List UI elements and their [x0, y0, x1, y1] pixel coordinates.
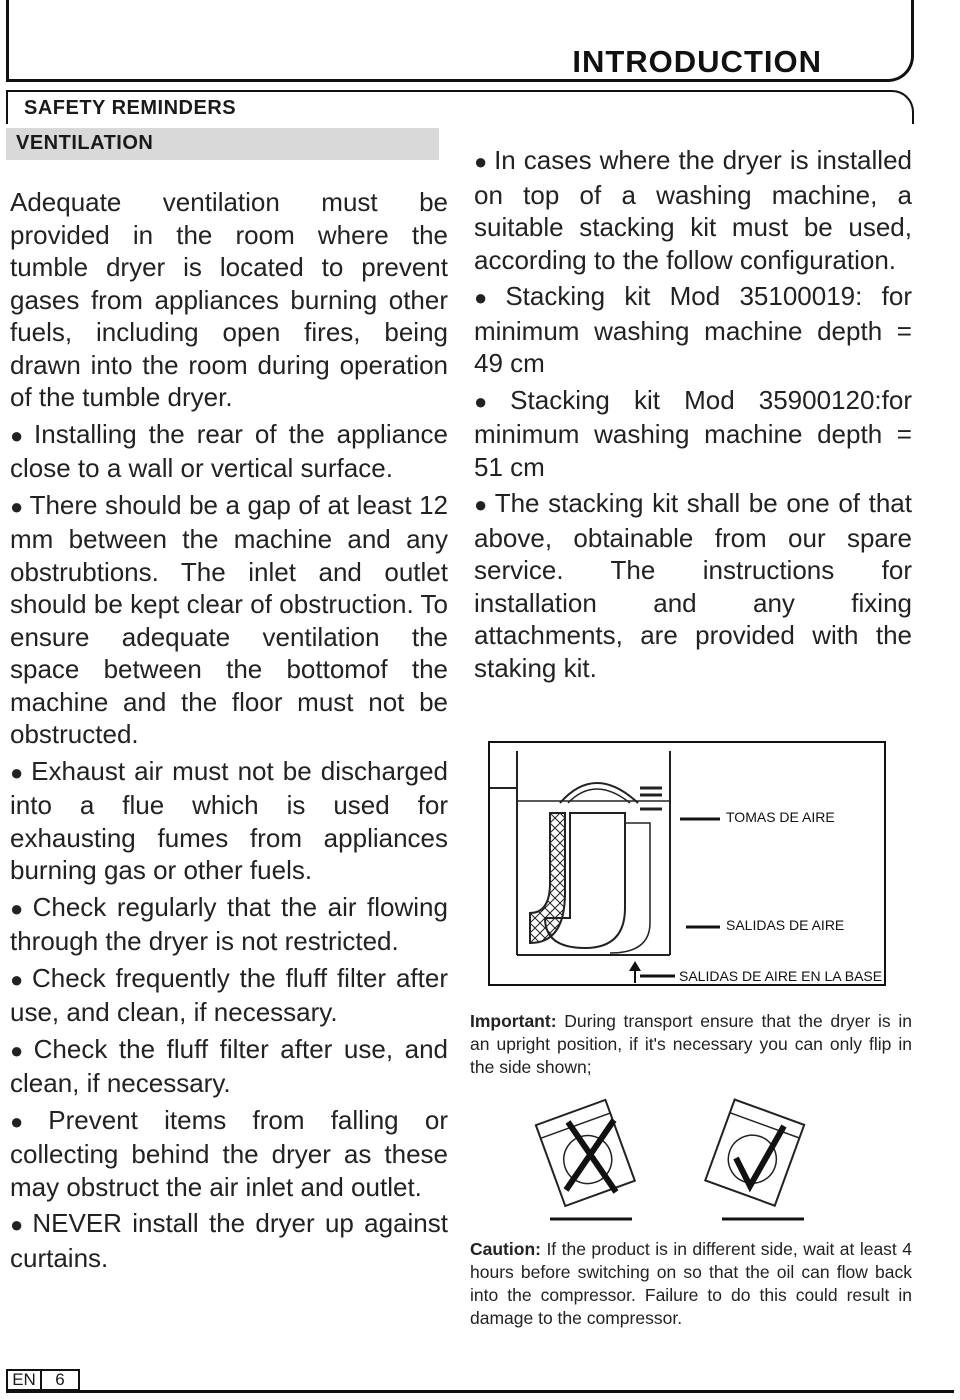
list-item: ● Exhaust air must not be discharged into a flue which is used for exhausting fumes from appliances burning gas or other fuels. [10, 755, 448, 885]
airflow-diagram [488, 741, 886, 986]
bullet-icon: ● [10, 493, 24, 519]
subsection-title: VENTILATION [16, 132, 154, 154]
bullet-icon: ● [10, 1037, 28, 1063]
list-item: ● There should be a gap of at least 12 mm between the machine and any obstrubtions. The inlet and outlet should be kept clear of obstruction. To ensure adequate ventilation the space between the bottomof the machine and the floor must not be obstructed. [10, 489, 448, 749]
bullet-icon: ● [474, 285, 500, 310]
dryer-airflow-illustration [490, 743, 884, 984]
caution-label: Caution: [470, 1239, 541, 1259]
left-column [10, 186, 448, 1278]
bullet-icon: ● [10, 966, 26, 992]
correct-orientation-icon [700, 1092, 812, 1222]
bullet-icon: ● [474, 388, 505, 414]
bullet-icon: ● [10, 895, 27, 921]
right-column [474, 144, 912, 688]
base-outlet-label: SALIDAS DE AIRE EN LA BASE [679, 968, 883, 984]
list-item: ● The stacking kit shall be one of that above, obtainable from our spare service. The instructions for installation and any fixing attachments, are provided with the staking kit. [474, 488, 912, 683]
list-item: ● Installing the rear of the appliance close to a wall or vertical surface. [10, 418, 448, 483]
section-title: SAFETY REMINDERS [24, 97, 237, 119]
caution-note [470, 1238, 912, 1330]
footer-rule [6, 1390, 954, 1393]
intro-paragraph: Adequate ventilation must be provided in the room where the tumble dryer is located to prevent gases from appliances burning other fuels, including open fires, being drawn into the room during operation of the tumble dryer. [10, 187, 448, 412]
list-item: ● Stacking kit Mod 35900120:for minimum washing machine depth = 51 cm [474, 384, 913, 482]
list-item: ● Stacking kit Mod 35100019: for minimum washing machine depth = 49 cm [474, 281, 912, 378]
important-note [470, 1010, 912, 1079]
bullet-icon: ● [10, 422, 29, 448]
bullet-icon: ● [10, 759, 26, 785]
wrong-orientation-icon [530, 1092, 640, 1222]
list-item: ● Check regularly that the air flowing through the dryer is not restricted. [10, 891, 448, 956]
list-item: ● Prevent items from falling or collecting behind the dryer as these may obstruct the air inlet and outlet. [10, 1104, 448, 1202]
bullet-icon: ● [474, 149, 489, 174]
list-item: ● Check frequently the fluff filter after use, and clean, if necessary. [10, 962, 448, 1027]
language-code: EN [6, 1369, 42, 1391]
page-number: 6 [42, 1369, 80, 1391]
bullet-icon: ● [10, 1108, 43, 1134]
list-item: ● NEVER install the dryer up against curtains. [10, 1208, 448, 1273]
page-title: INTRODUCTION [572, 44, 822, 79]
caution-text: If the product is in different side, wait at least 4 hours before switching on so that the oil can flow back into the compressor. Failure to do this could result in damage to the compressor. [470, 1239, 912, 1328]
bullet-icon: ● [10, 1212, 27, 1237]
bullet-icon: ● [474, 492, 489, 517]
air-outlet-label: SALIDAS DE AIRE [726, 917, 845, 933]
list-item: ● In cases where the dryer is installed on top of a washing machine, a suitable stacking kit must be used, according to the follow configuration. [474, 145, 912, 275]
important-text: During transport ensure that the dryer is in an upright position, if it's necessary you can only flip in the side shown; [470, 1011, 912, 1077]
important-label: Important: [470, 1011, 557, 1031]
air-inlet-label: TOMAS DE AIRE [726, 809, 835, 825]
list-item: ● Check the fluff filter after use, and clean, if necessary. [10, 1033, 448, 1098]
